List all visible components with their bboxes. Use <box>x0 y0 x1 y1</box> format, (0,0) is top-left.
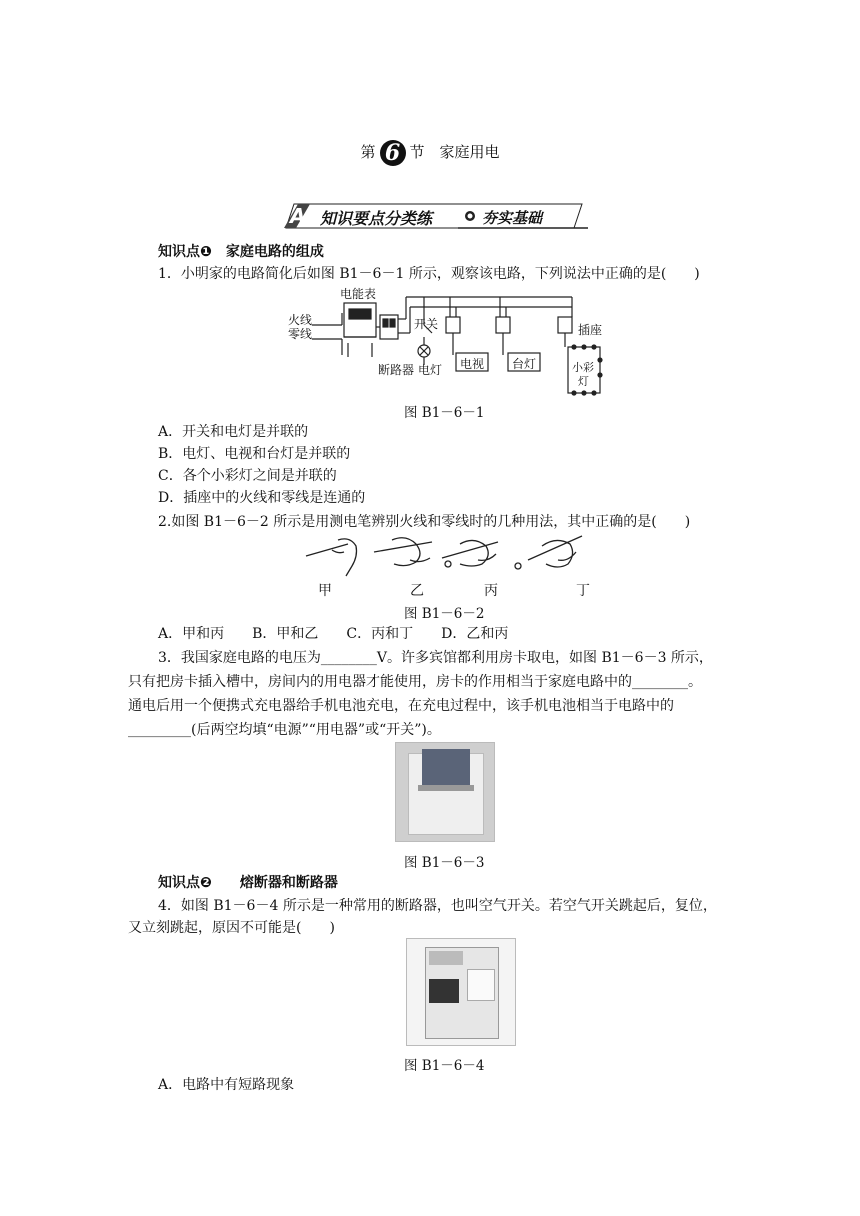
label-desk-lamp: 台灯 <box>512 357 537 371</box>
q4-option-a: A．电路中有短路现象 <box>158 1077 295 1093</box>
label-neutral-wire: 零线 <box>288 327 313 341</box>
q3-line-1: 3．我国家庭电路的电压为________V。许多宾馆都利用房卡取电，如图 B1－6－3 所示， <box>158 650 713 666</box>
label-lamp: 电灯 <box>418 363 443 377</box>
label-jia: 甲 <box>318 583 332 599</box>
circuit-diagram-figure <box>282 285 612 397</box>
room-card <box>422 749 470 787</box>
figure-3-caption: 图 B1－6－3 <box>404 855 485 871</box>
figure-2-caption: 图 B1－6－2 <box>404 606 485 622</box>
label-ding: 丁 <box>576 583 590 599</box>
question-1-stem: 1．小明家的电路简化后如图 B1－6－1 所示，观察该电路，下列说法中正确的是( ) <box>158 266 700 282</box>
q4-line-1: 4．如图 B1－6－4 所示是一种常用的断路器，也叫空气开关。若空气开关跳起后，复位， <box>158 898 717 914</box>
test-pencil-drawings <box>292 530 592 578</box>
banner-letter: A <box>290 204 306 228</box>
breaker-terminals <box>429 951 463 965</box>
label-live-wire: 火线 <box>288 313 313 327</box>
figure-1-caption: 图 B1－6－1 <box>404 405 485 421</box>
q1-option-d: D．插座中的火线和零线是连通的 <box>158 490 366 506</box>
circuit-breaker-photo <box>406 938 516 1046</box>
label-tv: 电视 <box>460 357 485 371</box>
section-number-badge: 6 <box>380 140 406 166</box>
label-breaker: 断路器 <box>378 363 415 377</box>
label-small-lights-1: 小彩 <box>572 361 594 374</box>
banner-main-text: 知识要点分类练 <box>320 209 433 228</box>
q1-option-b: B．电灯、电视和台灯是并联的 <box>158 446 351 462</box>
banner-sub-text: 夯实基础 <box>482 209 543 227</box>
title-suffix: 节 家庭用电 <box>409 143 500 161</box>
breaker-lever <box>429 979 459 1003</box>
label-meter: 电能表 <box>340 287 377 301</box>
figure-4-caption: 图 B1－6－4 <box>404 1058 485 1074</box>
knowledge-point-2-heading: 知识点❷ 熔断器和断路器 <box>158 875 338 891</box>
title-prefix: 第 <box>360 143 376 161</box>
label-switch: 开关 <box>414 317 439 331</box>
label-socket: 插座 <box>578 323 603 337</box>
q4-line-2: 又立刻跳起，原因不可能是( ) <box>128 920 335 936</box>
test-pencil-figures <box>292 530 592 578</box>
circuit-diagram <box>282 285 612 397</box>
section-title <box>0 140 860 166</box>
question-2-stem: 2.如图 B1－6－2 所示是用测电笔辨别火线和零线时的几种用法，其中正确的是( ) <box>158 514 691 530</box>
practice-banner <box>282 202 588 230</box>
label-small-lights-2: 灯 <box>578 375 589 388</box>
q2-options: A．甲和丙 B．甲和乙 C．丙和丁 D．乙和丙 <box>158 626 509 642</box>
q1-option-a: A．开关和电灯是并联的 <box>158 424 309 440</box>
breaker-label-plate <box>467 969 495 1001</box>
q3-line-4: _________(后两空均填“电源”“用电器”或“开关”)。 <box>128 722 441 738</box>
card-slot-photo <box>395 742 495 842</box>
label-yi: 乙 <box>410 583 424 599</box>
q3-line-3: 通电后用一个便携式充电器给手机电池充电，在充电过程中，该手机电池相当于电路中的 <box>128 698 674 714</box>
card-slot <box>418 785 474 791</box>
label-bing: 丙 <box>484 583 498 599</box>
q3-line-2: 只有把房卡插入槽中，房间内的用电器才能使用，房卡的作用相当于家庭电路中的________。 <box>128 674 702 690</box>
q1-option-c: C．各个小彩灯之间是并联的 <box>158 468 337 484</box>
knowledge-point-1-heading: 知识点❶ 家庭电路的组成 <box>158 244 324 260</box>
